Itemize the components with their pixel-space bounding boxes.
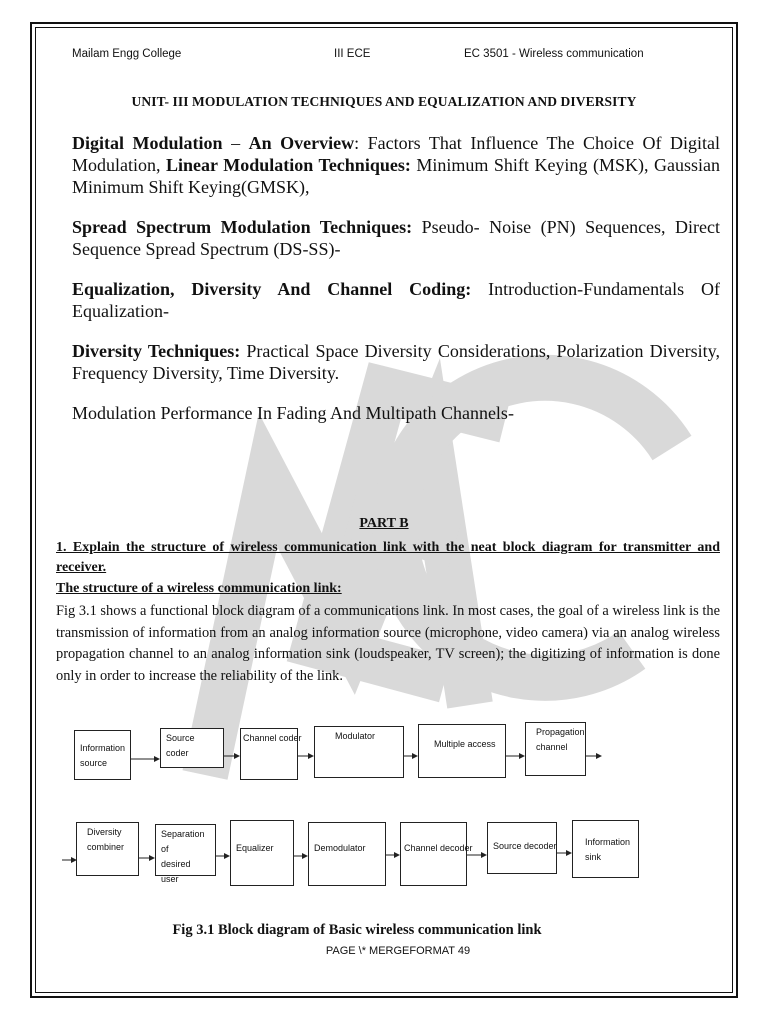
block-label: source — [80, 758, 108, 768]
topic-bold: Equalization, Diversity And Channel Coding: — [72, 279, 472, 299]
topic-paragraph-3 — [72, 278, 720, 322]
question-1: 1. Explain the structure of wireless communication link with the neat block diagram for transmitter and receiver. — [56, 540, 720, 575]
block-label: sink — [585, 852, 602, 862]
block-source-decoder — [487, 822, 557, 874]
block-label: Propagation — [536, 727, 585, 737]
block-label: Demodulator — [314, 843, 366, 853]
topic-bold: An Overview — [248, 133, 355, 153]
topic-paragraph-4 — [72, 340, 720, 384]
topic-text: Pseudo- Noise (PN) Sequences, Direct Sequence Spread Spectrum (DS-SS)- — [72, 217, 721, 259]
block-demodulator — [308, 822, 386, 886]
header-college: Mailam Engg College — [72, 48, 182, 60]
topic-paragraph-5 — [72, 402, 720, 424]
block-channel-coder — [240, 728, 302, 780]
block-label: Information — [80, 743, 126, 753]
header-course: EC 3501 - Wireless communication — [464, 48, 644, 60]
block-diversity-combiner — [76, 822, 139, 876]
block-source-coder — [160, 728, 224, 768]
block-label: Multiple access — [434, 739, 496, 749]
topic-bold: Digital Modulation — [72, 133, 223, 153]
block-channel-decoder — [400, 822, 473, 886]
topic-paragraph-2 — [72, 216, 720, 260]
block-label: combiner — [87, 842, 125, 852]
topic-bold: Spread Spectrum Modulation Techniques: — [72, 217, 413, 237]
topic-text: Introduction-Fundamentals Of Equalization- — [72, 279, 720, 321]
unit-topics — [72, 132, 720, 442]
block-label: Information — [585, 837, 631, 847]
block-label: desired user — [161, 859, 191, 884]
block-information-source — [74, 730, 131, 780]
block-label: Channel coder — [243, 733, 302, 743]
topic-bold: Diversity Techniques: — [72, 341, 241, 361]
topic-paragraph-1 — [72, 132, 720, 198]
block-diagram — [56, 718, 720, 910]
block-label: Source decoder — [493, 841, 557, 851]
page-number-field: PAGE \* MERGEFORMAT 49 — [325, 945, 471, 957]
block-label: channel — [536, 742, 568, 752]
topic-bold: Linear Modulation Techniques: — [166, 155, 411, 175]
block-label: Separation of — [161, 829, 205, 854]
figure-caption: Fig 3.1 Block diagram of Basic wireless communication link — [172, 922, 542, 938]
body-paragraph: Fig 3.1 shows a functional block diagram of a communications link. In most cases, the goal of a wireless link is the transmission of information from an analog information source (microphone, video camera) via an analog wireless propagation channel to an analog information sink (loudspeaker, TV screen); the digitizing of information is done only in order to increase the reliability of the link. — [56, 603, 720, 684]
block-label: Diversity — [87, 827, 122, 837]
unit-title: UNIT- III MODULATION TECHNIQUES AND EQUALIZATION AND DIVERSITY — [131, 94, 637, 109]
topic-text: – — [222, 133, 249, 153]
topic-text: Modulation Performance In Fading And Multipath Channels- — [72, 403, 514, 423]
block-label: Modulator — [335, 731, 376, 741]
part-b-heading: PART B — [359, 516, 409, 531]
block-modulator — [314, 726, 404, 778]
topic-text: : Factors That Influence The Choice Of Digital Modulation, — [72, 133, 721, 175]
topic-text: Minimum Shift Keying (MSK), Gaussian Minimum Shift Keying(GMSK), — [72, 155, 720, 197]
block-label: Channel decoder — [404, 843, 473, 853]
header-class: III ECE — [334, 48, 371, 60]
block-multiple-access — [418, 724, 506, 778]
section-subheading: The structure of a wireless communication link: — [56, 581, 342, 596]
block-label: Equalizer — [236, 843, 274, 853]
topic-text: Practical Space Diversity Considerations, Polarization Diversity, Frequency Diversity, Time Diversity. — [72, 341, 720, 383]
block-equalizer — [230, 820, 294, 886]
block-information-sink — [572, 820, 639, 878]
block-separation-desired-user — [155, 824, 216, 884]
block-label: Source coder — [166, 733, 195, 758]
block-propagation-channel — [525, 722, 586, 776]
